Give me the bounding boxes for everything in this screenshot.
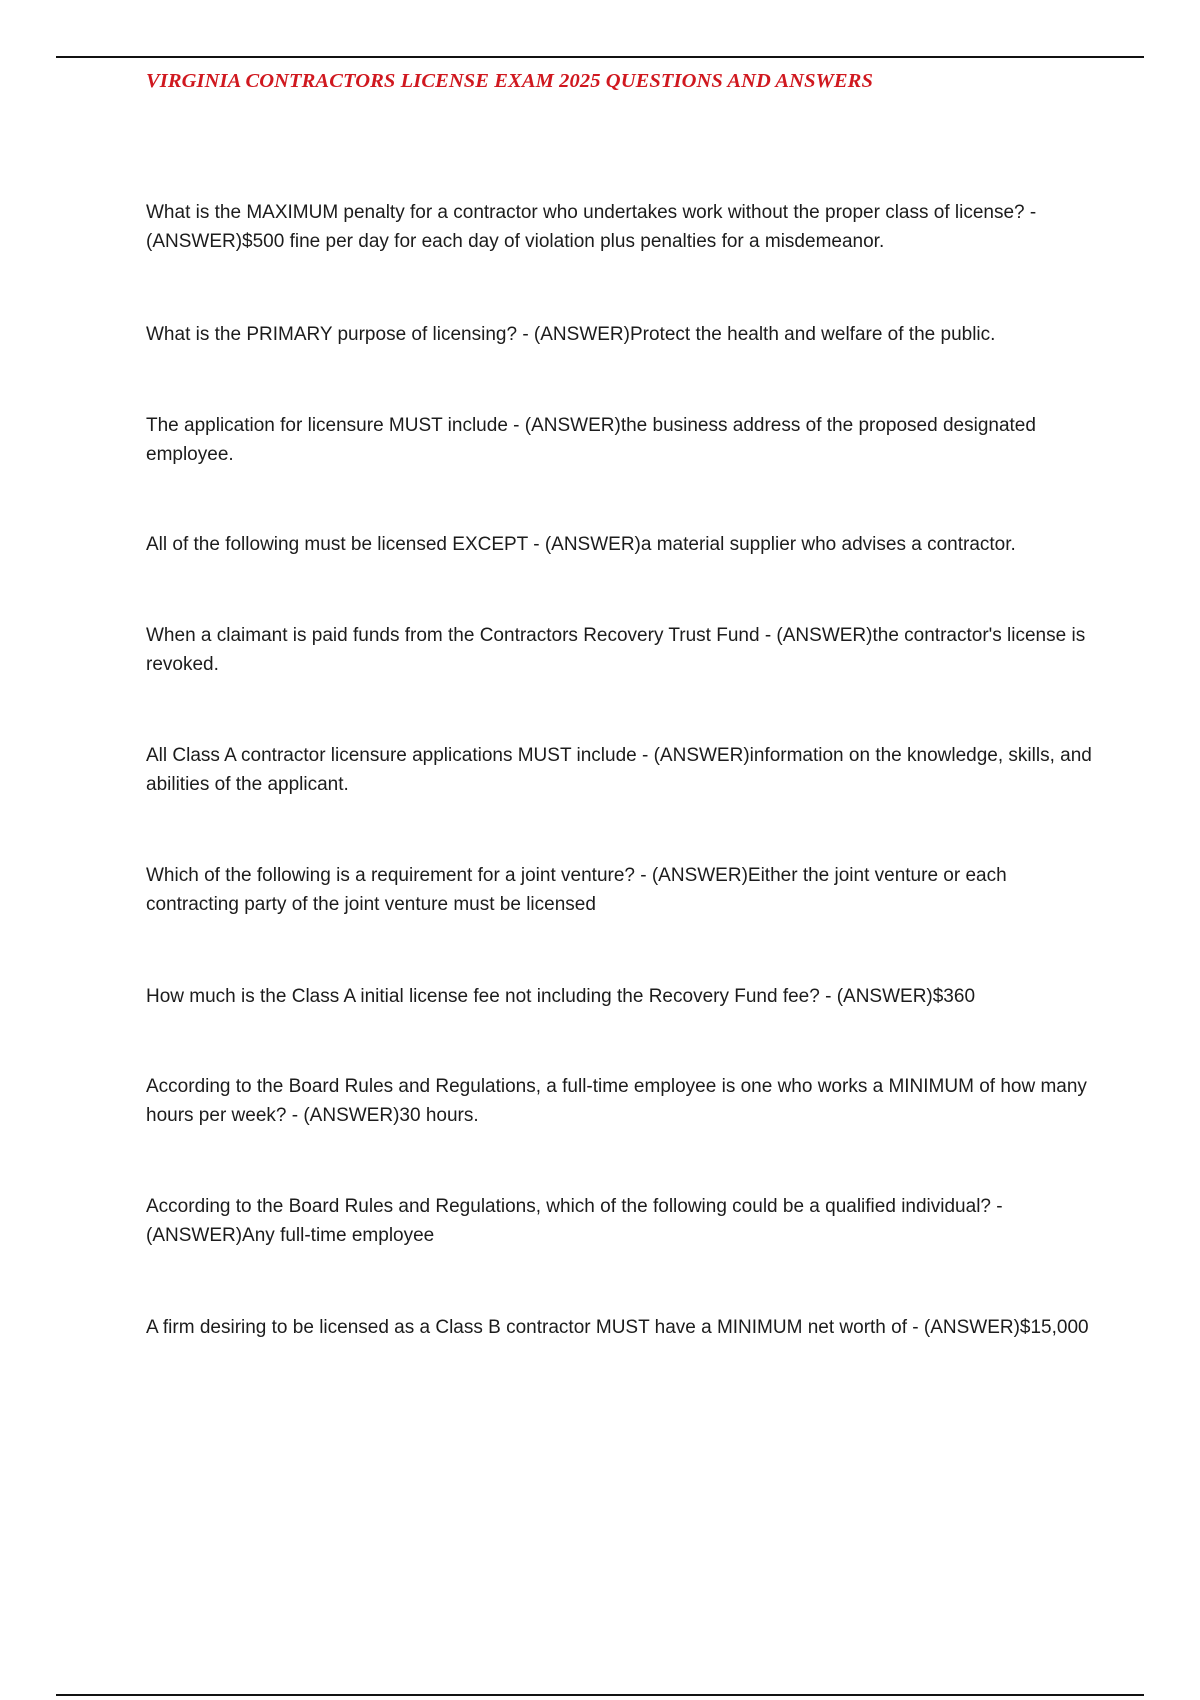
- qa-item-11: A firm desiring to be licensed as a Class B contractor MUST have a MINIMUM net worth of - (ANSWER)$15,000: [146, 1317, 1089, 1338]
- qa-item-9: According to the Board Rules and Regulations, a full-time employee is one who works a MINIMUM of how many hours per week? - (ANSWER)30 hours.: [146, 1076, 1087, 1126]
- qa-item-4: All of the following must be licensed EXCEPT - (ANSWER)a material supplier who advises a contractor.: [146, 534, 1016, 555]
- qa-item-8: How much is the Class A initial license fee not including the Recovery Fund fee? - (ANSWER)$360: [146, 986, 976, 1007]
- qa-item-2: What is the PRIMARY purpose of licensing? - (ANSWER)Protect the health and welfare of the public.: [146, 324, 996, 345]
- qa-item-7: Which of the following is a requirement for a joint venture? - (ANSWER)Either the joint venture or each contracting party of the joint venture must be licensed: [146, 865, 1007, 915]
- top-rule: [56, 56, 1144, 58]
- document-title: VIRGINIA CONTRACTORS LICENSE EXAM 2025 QUESTIONS AND ANSWERS: [146, 70, 873, 92]
- qa-item-6: All Class A contractor licensure applications MUST include - (ANSWER)information on the knowledge, skills, and abilities of the applicant.: [146, 745, 1092, 795]
- bottom-rule: [56, 1694, 1144, 1696]
- qa-item-5: When a claimant is paid funds from the Contractors Recovery Trust Fund - (ANSWER)the contractor's license is revoked.: [146, 625, 1086, 675]
- qa-item-10: According to the Board Rules and Regulations, which of the following could be a qualified individual? - (ANSWER)Any full-time employee: [146, 1196, 1003, 1246]
- qa-item-1: What is the MAXIMUM penalty for a contractor who undertakes work without the proper class of license? - (ANSWER)$500 fine per day for each day of violation plus penalties for a misdemeanor.: [146, 202, 1037, 252]
- qa-item-3: The application for licensure MUST include - (ANSWER)the business address of the proposed designated employee.: [146, 415, 1036, 465]
